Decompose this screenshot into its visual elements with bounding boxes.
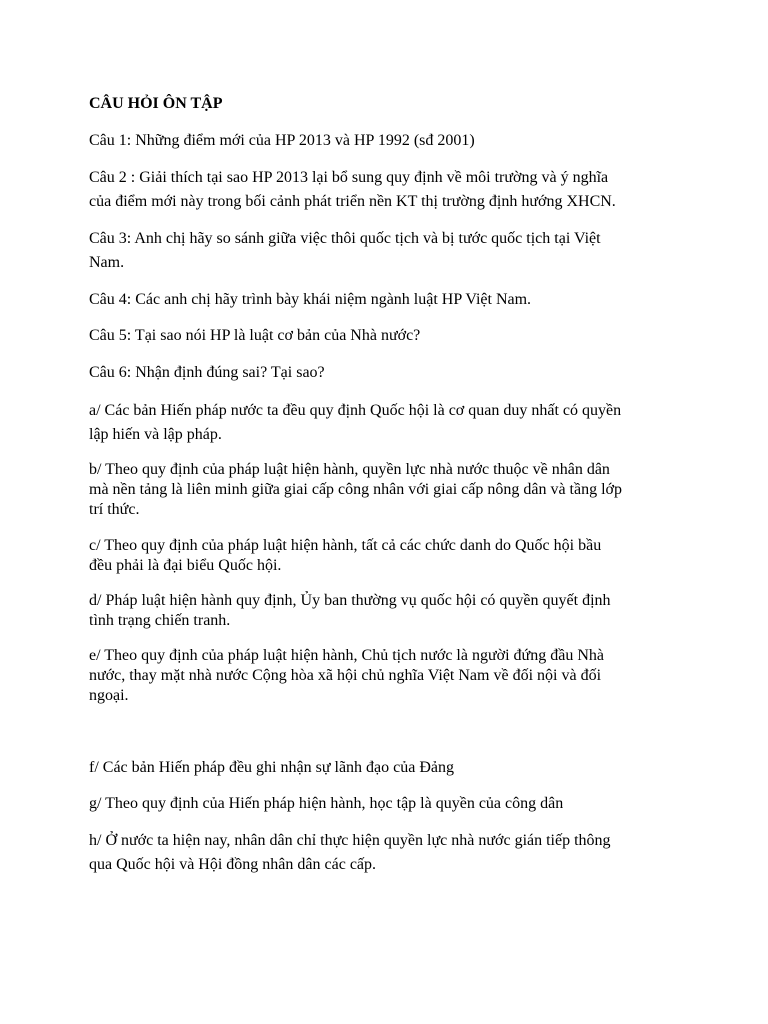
question-5: Câu 5: Tại sao nói HP là luật cơ bản của Nhà nước? xyxy=(89,327,421,344)
statement-h: h/ Ở nước ta hiện nay, nhân dân chỉ thực hiện quyền lực nhà nước gián tiếp thông qua Quốc hội và Hội đồng nhân dân các cấp. xyxy=(89,832,611,873)
question-2: Câu 2 : Giải thích tại sao HP 2013 lại bổ sung quy định về môi trường và ý nghĩa của điểm mới này trong bối cảnh phát triển nền KT thị trường định hướng XHCN. xyxy=(89,169,616,210)
statement-a: a/ Các bản Hiến pháp nước ta đều quy định Quốc hội là cơ quan duy nhất có quyền lập hiến và lập pháp. xyxy=(89,402,622,443)
statement-e: e/ Theo quy định của pháp luật hiện hành, Chủ tịch nước là người đứng đầu Nhà nước, thay mặt nhà nước Cộng hòa xã hội chủ nghĩa Việt Nam về đối nội và đối ngoại. xyxy=(89,647,604,704)
question-4: Câu 4: Các anh chị hãy trình bày khái niệm ngành luật HP Việt Nam. xyxy=(89,291,532,308)
statement-c: c/ Theo quy định của pháp luật hiện hành, tất cả các chức danh do Quốc hội bầu đều phải là đại biểu Quốc hội. xyxy=(89,537,602,574)
question-6: Câu 6: Nhận định đúng sai? Tại sao? xyxy=(89,364,325,381)
statement-g: g/ Theo quy định của Hiến pháp hiện hành, học tập là quyền của công dân xyxy=(89,795,564,812)
question-3: Câu 3: Anh chị hãy so sánh giữa việc thôi quốc tịch và bị tước quốc tịch tại Việt Nam. xyxy=(89,230,601,271)
statement-b: b/ Theo quy định của pháp luật hiện hành, quyền lực nhà nước thuộc về nhân dân mà nền tảng là liên minh giữa giai cấp công nhân với giai cấp nông dân và tầng lớp trí thức. xyxy=(89,461,622,518)
statement-d: d/ Pháp luật hiện hành quy định, Ủy ban thường vụ quốc hội có quyền quyết định tình trạng chiến tranh. xyxy=(89,592,611,629)
statement-f: f/ Các bản Hiến pháp đều ghi nhận sự lãnh đạo của Đảng xyxy=(89,759,455,776)
document-title: CÂU HỎI ÔN TẬP xyxy=(89,95,223,112)
question-1: Câu 1: Những điểm mới của HP 2013 và HP 1992 (sđ 2001) xyxy=(89,132,475,149)
